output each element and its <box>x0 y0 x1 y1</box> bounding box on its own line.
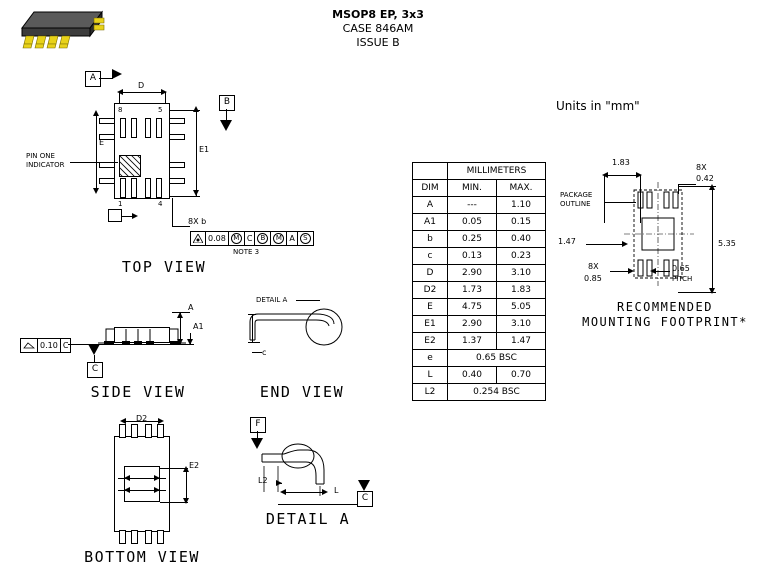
dim-E2-arrow-d <box>183 498 189 504</box>
cell-min: 1.37 <box>448 333 497 350</box>
bottom-lead-l2 <box>131 424 138 438</box>
table-corner-cell <box>413 163 448 180</box>
footprint-overall-arrow-u <box>709 184 715 190</box>
cell-dim: A1 <box>413 214 448 231</box>
cell-min: 0.13 <box>448 248 497 265</box>
footprint-width-arrow-r <box>636 172 642 178</box>
dim-E2-line <box>186 468 187 502</box>
top-view-lead-inner-l1 <box>120 118 126 138</box>
top-view-lead-inner-r1 <box>120 178 126 198</box>
datum-c-side: C <box>87 362 103 378</box>
dim-b-label: 8X b <box>188 217 207 226</box>
footprint-overall-label: 5.35 <box>718 239 736 248</box>
dim-c-label: c <box>262 348 267 357</box>
top-view-lead-inner-r4 <box>156 178 162 198</box>
top-view-lead-r3 <box>169 162 185 168</box>
cell-min: 0.25 <box>448 231 497 248</box>
footprint-pad-qty-bottom: 8X <box>588 262 599 271</box>
end-view-name: END VIEW <box>259 383 345 401</box>
top-view-lead-inner-r3 <box>145 178 151 198</box>
pin-label-8: 8 <box>118 106 123 114</box>
dim-D2-label: D2 <box>136 414 148 423</box>
dim-E-line <box>96 112 97 192</box>
table-row <box>413 299 546 316</box>
bottom-lead-l4 <box>157 424 164 438</box>
footprint-title-1: RECOMMENDED <box>617 300 713 314</box>
dim-c-leader <box>252 352 262 353</box>
cell-max: 0.40 <box>497 231 546 248</box>
cell-max: 0.70 <box>497 367 546 384</box>
pin-one-indicator-hatch <box>119 155 141 177</box>
cell-min: 2.90 <box>448 265 497 282</box>
dim-c-tick2 <box>248 342 260 343</box>
dim-E2-label: E2 <box>189 461 200 470</box>
top-view-lead-r2 <box>169 134 185 140</box>
footprint-overall-arrow-d <box>709 288 715 294</box>
footprint-height-label: 1.47 <box>558 237 576 246</box>
cell-max: 1.83 <box>497 282 546 299</box>
table-row <box>413 316 546 333</box>
fcf-mod-s: S <box>298 232 313 245</box>
detail-a-callout: DETAIL A <box>256 296 288 304</box>
bottom-exposed-pad <box>124 466 160 502</box>
table-group-header-row <box>413 163 546 180</box>
pin-one-leader <box>70 162 118 163</box>
cell-min: 1.73 <box>448 282 497 299</box>
dimension-table <box>412 162 546 401</box>
dim-L2-label: L2 <box>258 476 268 485</box>
cell-max: 5.05 <box>497 299 546 316</box>
dim-E-arrow-down <box>93 188 99 194</box>
dim-b-leader-h <box>172 226 190 227</box>
top-view-lead-r1 <box>169 118 185 124</box>
top-view-lead-r4 <box>169 178 185 184</box>
cell-dim: L2 <box>413 384 448 401</box>
footprint-pad-width-leader <box>678 184 696 185</box>
pad-arrow-l1 <box>124 475 130 481</box>
pin-label-1: 1 <box>118 200 123 208</box>
footprint-overall-line <box>712 186 713 292</box>
footprint-width-line <box>604 175 640 176</box>
footprint-height-line <box>586 244 626 245</box>
dim-D-line <box>119 92 165 93</box>
fcf-mod-m2: M <box>271 232 287 245</box>
dim-c-line <box>252 314 253 342</box>
footprint-outline-label-1: PACKAGE <box>560 191 593 199</box>
cell-dim: L <box>413 367 448 384</box>
cell-dim: D2 <box>413 282 448 299</box>
page-title: MSOP8 EP, 3x3 <box>332 8 424 21</box>
dim-L-arrow-r <box>322 489 328 495</box>
bottom-lead-r1 <box>119 530 126 544</box>
top-view-lead-inner-r2 <box>131 178 137 198</box>
footprint-drawing <box>620 180 720 290</box>
cell-dim: E <box>413 299 448 316</box>
datum-a-arrow <box>112 69 122 79</box>
top-view-name: TOP VIEW <box>121 258 207 276</box>
bottom-view-name: BOTTOM VIEW <box>84 548 200 566</box>
datum-a-top: A <box>85 71 101 87</box>
dim-E2-ext-b <box>160 502 188 503</box>
flatness-leader <box>68 344 82 345</box>
dim-e-arrow <box>132 213 138 219</box>
footprint-width-ext-r <box>640 175 641 223</box>
table-header-row <box>413 180 546 197</box>
cell-max: 1.47 <box>497 333 546 350</box>
table-row <box>413 384 546 401</box>
footprint-pitch-label: PITCH <box>672 275 693 283</box>
datum-b-top: B <box>219 95 235 111</box>
dim-c-tick1 <box>248 314 256 315</box>
flatness-datum: C <box>62 341 69 350</box>
cell-min: 2.90 <box>448 316 497 333</box>
dim-A1-arrow <box>187 339 193 345</box>
footprint-width-label: 1.83 <box>612 158 630 167</box>
table-group-header: MILLIMETERS <box>448 163 546 180</box>
datum-c-arrow-detail <box>358 480 370 491</box>
cell-dim: e <box>413 350 448 367</box>
footprint-width-ext-l <box>604 175 605 223</box>
cell-min: 0.05 <box>448 214 497 231</box>
detail-seating-line <box>278 504 358 505</box>
pad-arrow-l2 <box>124 487 130 493</box>
footprint-pad-len: 0.85 <box>584 274 602 283</box>
dim-E1-line <box>196 110 197 196</box>
footprint-pad-width: 0.42 <box>696 174 714 183</box>
table-header-min: MIN. <box>448 180 497 197</box>
fcf-datum-c: C <box>245 232 256 245</box>
issue-label: ISSUE B <box>356 36 400 49</box>
footprint-pad-qty-top: 8X <box>696 163 707 172</box>
dim-L-arrow-l <box>280 489 286 495</box>
footprint-pad-len-arrow <box>628 268 634 274</box>
dim-D-label: D <box>138 81 145 90</box>
bottom-lead-l1 <box>119 424 126 438</box>
table-header-dim: DIM <box>413 180 448 197</box>
cell-min: --- <box>448 197 497 214</box>
dim-E1-ext-bot <box>170 196 200 197</box>
table-row <box>413 248 546 265</box>
fcf-symbol <box>191 232 206 245</box>
footprint-pitch-value: 0.65 <box>672 264 690 273</box>
cell-dim: E1 <box>413 316 448 333</box>
pad-arrow-r2 <box>154 487 160 493</box>
datum-f: F <box>250 417 266 433</box>
bottom-lead-r3 <box>145 530 152 544</box>
datum-b-arrow <box>220 120 232 131</box>
pad-arrow-r1 <box>154 475 160 481</box>
end-view-drawing <box>246 300 346 356</box>
pin-one-label-line2: INDICATOR <box>26 161 65 169</box>
bottom-lead-r2 <box>131 530 138 544</box>
dim-D-arrow-right <box>161 89 167 95</box>
dim-D-ext-right <box>165 92 166 104</box>
table-row <box>413 333 546 350</box>
dim-L2-arrow <box>276 480 282 486</box>
dim-E1-arrow-up <box>193 106 199 112</box>
cell-min: 4.75 <box>448 299 497 316</box>
cell-dim: D <box>413 265 448 282</box>
dim-e-box <box>108 209 122 222</box>
dim-E-arrow-up <box>93 110 99 116</box>
footprint-pitch-arrow <box>650 268 656 274</box>
cell-dim: E2 <box>413 333 448 350</box>
pin-label-5: 5 <box>158 106 163 114</box>
cell-dim: c <box>413 248 448 265</box>
pin-label-4: 4 <box>158 200 163 208</box>
detail-a-name: DETAIL A <box>265 510 351 528</box>
case-number: CASE 846AM <box>342 22 414 35</box>
feature-control-frame <box>190 231 314 246</box>
table-row <box>413 231 546 248</box>
top-view-lead-l4 <box>99 178 115 184</box>
table-row <box>413 367 546 384</box>
table-header-max: MAX. <box>497 180 546 197</box>
fcf-datum-b: B <box>255 232 271 245</box>
dim-L-label: L <box>334 486 339 495</box>
datum-a-leader <box>99 78 113 79</box>
cell-max: 1.10 <box>497 197 546 214</box>
cell-max: 3.10 <box>497 316 546 333</box>
cell-max: 0.23 <box>497 248 546 265</box>
cell-span: 0.254 BSC <box>448 384 546 401</box>
fcf-mod-m1: M <box>229 232 245 245</box>
footprint-outline-label-2: OUTLINE <box>560 200 591 208</box>
dim-A-arrow-u <box>177 312 183 318</box>
side-view-name: SIDE VIEW <box>90 383 186 401</box>
note3-label: NOTE 3 <box>233 248 260 256</box>
top-view-lead-inner-l2 <box>131 118 137 138</box>
top-view-lead-l1 <box>99 118 115 124</box>
table-row <box>413 265 546 282</box>
cell-min: 0.40 <box>448 367 497 384</box>
cell-dim: b <box>413 231 448 248</box>
cell-max: 3.10 <box>497 265 546 282</box>
dim-A-label-side: A <box>188 303 194 312</box>
package-3d-illustration <box>20 6 110 56</box>
dim-D-ext-left <box>119 92 120 104</box>
dim-E1-ext-top <box>170 110 200 111</box>
table-row <box>413 197 546 214</box>
flatness-frame <box>20 338 71 353</box>
cell-span: 0.65 BSC <box>448 350 546 367</box>
flatness-value: 0.10 <box>38 339 61 352</box>
footprint-height-arrow <box>622 241 628 247</box>
dim-D2-arrow-l <box>120 418 126 424</box>
detail-a-callout-leader <box>296 300 320 301</box>
side-view-leads <box>96 323 188 351</box>
bottom-lead-l3 <box>145 424 152 438</box>
dim-D2-arrow-r <box>158 418 164 424</box>
table-row <box>413 350 546 367</box>
dim-D-arrow-left <box>117 89 123 95</box>
top-view-lead-inner-l3 <box>145 118 151 138</box>
bottom-lead-r4 <box>157 530 164 544</box>
units-note: Units in "mm" <box>556 99 640 113</box>
table-row <box>413 282 546 299</box>
footprint-overall-ext-b <box>678 292 716 293</box>
footprint-outline-leader <box>604 202 636 203</box>
fcf-tol: 0.08 <box>206 232 229 245</box>
dim-E1-label: E1 <box>199 145 210 154</box>
dim-A1-label: A1 <box>193 322 204 331</box>
table-row <box>413 214 546 231</box>
dim-b-leader-v <box>172 198 173 226</box>
dim-L-line <box>282 492 326 493</box>
cell-dim: A <box>413 197 448 214</box>
datum-c-arrow-side <box>88 344 100 355</box>
dim-E2-ext-t <box>160 468 188 469</box>
footprint-overall-ext-t <box>678 186 716 187</box>
footprint-width-arrow-l <box>602 172 608 178</box>
footprint-title-2: MOUNTING FOOTPRINT* <box>582 315 748 329</box>
flatness-symbol <box>21 339 38 352</box>
cell-max: 0.15 <box>497 214 546 231</box>
fcf-datum-a: A <box>287 232 297 245</box>
dim-E-label: E <box>99 138 105 147</box>
top-view-lead-inner-l4 <box>156 118 162 138</box>
dim-A-arrow-d <box>177 339 183 345</box>
pin-one-label-line1: PIN ONE <box>26 152 55 160</box>
datum-c-detail: C <box>357 491 373 507</box>
